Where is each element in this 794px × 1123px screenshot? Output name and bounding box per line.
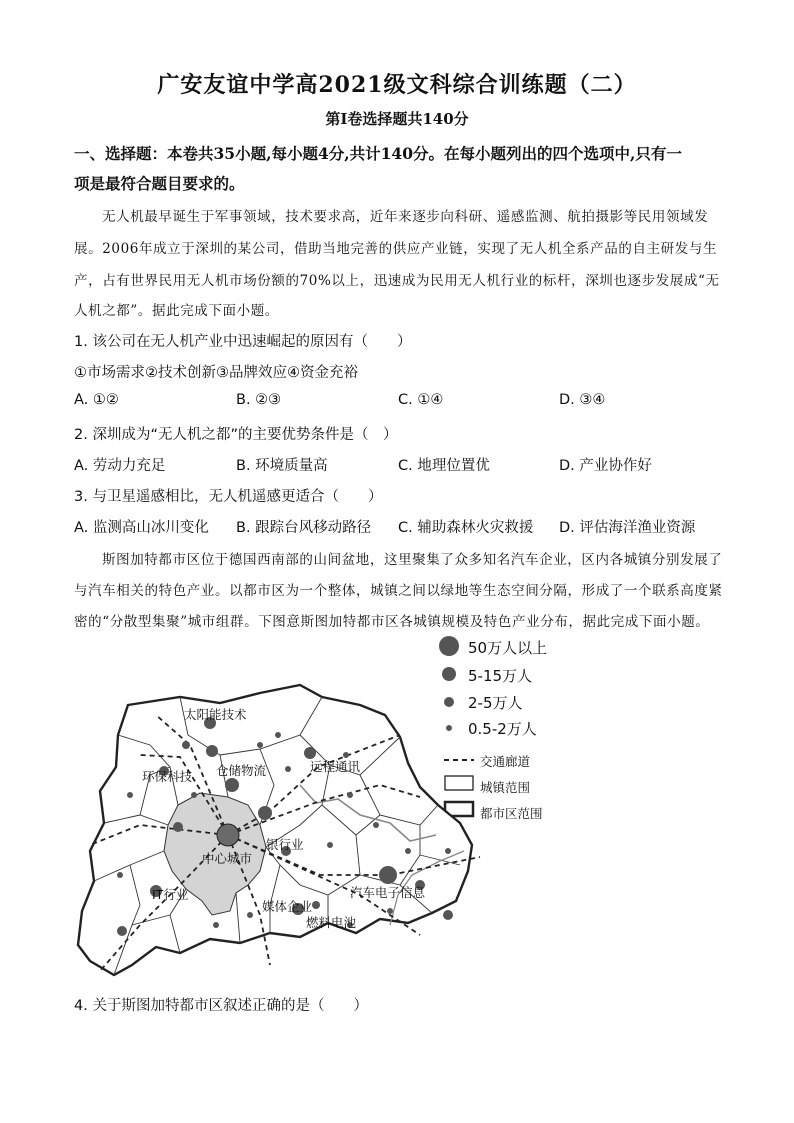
passage2-line-3: 密的“分散型集聚”城市组群。下图意斯图加特都市区各城镇规模及特色产业分布，据此完成下面小题。 — [74, 614, 710, 630]
town-dot — [117, 926, 127, 936]
section-instruction-line-1: 一、选择题：本卷共35小题,每小题4分,共计140分。在每小题列出的四个选项中,只有一 — [74, 144, 682, 163]
section-subtitle: 第Ⅰ卷选择题共140分 — [325, 110, 469, 128]
town-dot — [312, 901, 320, 909]
town-dot-small — [117, 872, 123, 878]
metro-boundary — [78, 685, 472, 975]
question-1-option-d: D. ③④ — [559, 392, 606, 408]
label-center: 中心城市 — [202, 851, 253, 866]
town-dot-small — [373, 822, 379, 828]
label-fuel: 燃料电池 — [306, 915, 357, 930]
town-dot-large — [225, 778, 239, 792]
question-2-option-d: D. 产业协作好 — [559, 458, 652, 474]
question-3-stem: 3. 与卫星遥感相比，无人机遥感更适合（ ） — [74, 489, 383, 505]
legend-size-1: 50万人以上 — [468, 639, 548, 657]
question-3-option-b: B. 跟踪台风移动路径 — [236, 520, 372, 536]
town-dot — [443, 910, 453, 920]
label-solar: 太阳能技术 — [184, 707, 247, 722]
page-title: 广安友谊中学高2021级文科综合训练题（二） — [157, 72, 637, 98]
question-2-stem: 2. 深圳成为“无人机之都”的主要优势条件是（ ） — [74, 427, 398, 443]
label-telecom: 远程通讯 — [310, 759, 361, 774]
town-dot-small — [387, 908, 393, 914]
town-dot-small — [191, 792, 197, 798]
legend-dot-50w — [439, 636, 459, 656]
label-media: 媒体企业 — [262, 899, 313, 914]
town-dot-small — [327, 842, 333, 848]
town-dot-small — [213, 922, 219, 928]
label-auto: 汽车电子信息 — [350, 885, 426, 900]
question-1-option-c: C. ①④ — [398, 392, 444, 408]
town-dot — [173, 822, 183, 832]
question-2-option-c: C. 地理位置优 — [398, 458, 490, 474]
question-1-stem: 1. 该公司在无人机产业中迅速崛起的原因有（ ） — [74, 334, 412, 350]
legend-size-2: 5-15万人 — [468, 667, 533, 685]
legend-line-1: 交通廊道 — [480, 754, 531, 769]
town-dot-large — [206, 745, 218, 757]
town-dot — [182, 741, 190, 749]
question-3-option-a: A. 监测高山冰川变化 — [74, 520, 209, 536]
center-city-dot — [217, 824, 239, 846]
town-dot-large — [379, 866, 397, 884]
label-env: 环保科技 — [142, 769, 193, 784]
label-it: IT行业 — [152, 887, 189, 902]
question-1-option-a: A. ①② — [74, 392, 119, 408]
passage1-line-1: 无人机最早诞生于军事领域，技术要求高，近年来逐步向科研、遥感监测、航拍摄影等民用领域发 — [102, 209, 709, 225]
label-storage: 仓储物流 — [216, 763, 267, 778]
town-dot-small — [347, 792, 353, 798]
question-3-option-c: C. 辅助森林火灾救援 — [398, 520, 534, 536]
legend-size-4: 0.5-2万人 — [468, 720, 537, 738]
town-dot-large — [304, 747, 316, 759]
passage1-line-3: 产，占有世界民用无人机市场份额的70%以上，迅速成为民用无人机行业的标杆，深圳也逐步发展成“无 — [74, 273, 720, 289]
passage2-line-2: 与汽车相关的特色产业。以都市区为一个整体，城镇之间以绿地等生态空间分隔，形成了一个联系高度紧 — [74, 583, 723, 599]
question-2-option-a: A. 劳动力充足 — [74, 458, 166, 474]
town-dot-small — [343, 752, 349, 758]
town-dot-small — [285, 766, 291, 772]
legend-size-3: 2-5万人 — [468, 694, 523, 712]
town-dot-small — [247, 912, 253, 918]
town-dot-small — [275, 732, 281, 738]
town-dot-small — [127, 792, 133, 798]
town-dot-large — [258, 806, 272, 820]
town-dot-small — [257, 742, 263, 748]
label-bank: 银行业 — [266, 837, 304, 852]
question-3-option-d: D. 评估海洋渔业资源 — [559, 520, 696, 536]
question-1-statements: ①市场需求②技术创新③品牌效应④资金充裕 — [74, 365, 358, 381]
passage2-line-1: 斯图加特都市区位于德国西南部的山间盆地，这里聚集了众多知名汽车企业，区内各城镇分别发展了 — [102, 552, 723, 568]
question-2-option-b: B. 环境质量高 — [236, 458, 328, 474]
question-4-stem: 4. 关于斯图加特都市区叙述正确的是（ ） — [74, 998, 368, 1014]
passage1-line-4: 人机之都”。据此完成下面小题。 — [74, 303, 279, 319]
question-1-option-b: B. ②③ — [236, 392, 282, 408]
stuttgart-map — [60, 675, 500, 985]
legend-line-2: 城镇范围 — [480, 780, 531, 795]
legend-line-3: 都市区范围 — [480, 806, 543, 821]
section-instruction-line-2: 项是最符合题目要求的。 — [74, 174, 245, 193]
town-dot-small — [405, 848, 411, 854]
town-dot-small — [445, 848, 451, 854]
passage1-line-2: 展。2006年成立于深圳的某公司，借助当地完善的供应产业链，实现了无人机全系产品的自主研发与生 — [74, 241, 718, 257]
